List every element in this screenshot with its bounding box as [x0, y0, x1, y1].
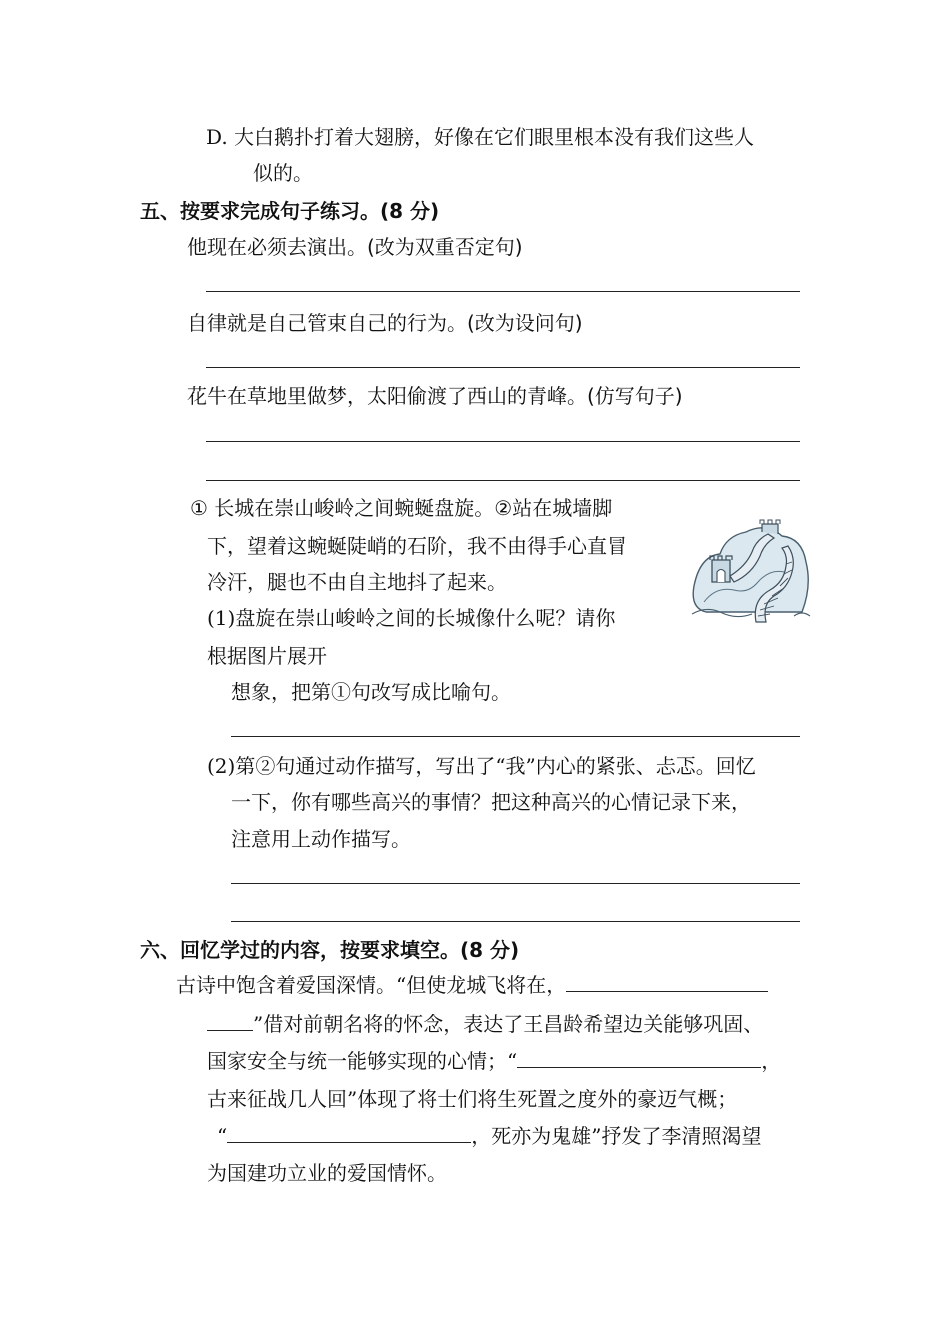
q6-line3-comma: ，	[761, 1049, 782, 1073]
answer-line[interactable]	[206, 441, 800, 442]
passage-line1: ① 长城在崇山峻岭之间蜿蜒盘旋。②站在城墙脚	[190, 496, 613, 520]
q5-sentence-2-requirement: (改为设问句)	[467, 311, 583, 335]
answer-line[interactable]	[231, 883, 800, 884]
q5-sentence-2-text: 自律就是自己管束自己的行为。	[187, 311, 467, 335]
q6-line2	[207, 1011, 763, 1037]
q5-sentence-3	[187, 383, 683, 409]
q6-line1	[176, 972, 768, 998]
passage-line2: 下，望着这蜿蜒陡峭的石阶，我不由得手心直冒	[207, 534, 627, 558]
option-d-line1: D. 大白鹅扑打着大翅膀，好像在它们眼里根本没有我们这些人	[206, 125, 755, 149]
q6-line5-quote: “	[217, 1124, 228, 1148]
q6-line2-text: ”借对前朝名将的怀念，表达了王昌龄希望边关能够巩固、	[253, 1012, 764, 1036]
fill-blank[interactable]	[517, 1049, 761, 1068]
sub-question-2-line2: 一下，你有哪些高兴的事情？把这种高兴的心情记录下来，	[231, 790, 751, 814]
option-d-line2: 似的。	[253, 161, 313, 185]
sub-question-1-line3: 想象，把第①句改写成比喻句。	[231, 680, 511, 704]
fill-blank[interactable]	[207, 1012, 253, 1031]
q5-sentence-1-text: 他现在必须去演出。	[187, 235, 367, 259]
answer-line[interactable]	[206, 480, 800, 481]
q6-line3	[207, 1048, 781, 1074]
passage-line3: 冷汗，腿也不由自主地抖了起来。	[207, 570, 507, 594]
q5-sentence-3-text: 花牛在草地里做梦，太阳偷渡了西山的青峰。	[187, 384, 587, 408]
q6-line5-text: ，死亦为鬼雄”抒发了李清照渴望	[471, 1124, 762, 1148]
q5-sentence-1	[187, 234, 523, 260]
sub-question-2-line3: 注意用上动作描写。	[231, 827, 411, 851]
q6-line1-text: 古诗中饱含着爱国深情。“但使龙城飞将在，	[176, 973, 567, 997]
answer-line[interactable]	[206, 367, 800, 368]
q5-sentence-2	[187, 310, 583, 336]
q5-heading: 五、按要求完成句子练习。(8 分)	[140, 199, 440, 223]
q6-line4: 古来征战几人回”体现了将士们将生死置之度外的豪迈气概；	[207, 1087, 738, 1111]
q5-sentence-3-requirement: (仿写句子)	[587, 384, 683, 408]
sub-question-1-line2: 根据图片展开	[207, 644, 327, 668]
answer-line[interactable]	[231, 921, 800, 922]
fill-blank[interactable]	[227, 1124, 471, 1143]
q5-sentence-1-requirement: (改为双重否定句)	[367, 235, 523, 259]
sub-question-2-line1: (2)第②句通过动作描写，写出了“我”内心的紧张、忐忑。回忆	[207, 754, 756, 778]
q6-line3-text: 国家安全与统一能够实现的心情；“	[207, 1049, 518, 1073]
q6-heading: 六、回忆学过的内容，按要求填空。(8 分)	[140, 938, 520, 962]
sub-question-1-line1: (1)盘旋在崇山峻岭之间的长城像什么呢？请你	[207, 606, 616, 630]
fill-blank[interactable]	[566, 973, 768, 992]
great-wall-illustration-icon	[686, 516, 814, 624]
q6-line6: 为国建功立业的爱国情怀。	[207, 1161, 447, 1185]
q6-line5	[217, 1123, 761, 1149]
answer-line[interactable]	[231, 736, 800, 737]
answer-line[interactable]	[206, 291, 800, 292]
